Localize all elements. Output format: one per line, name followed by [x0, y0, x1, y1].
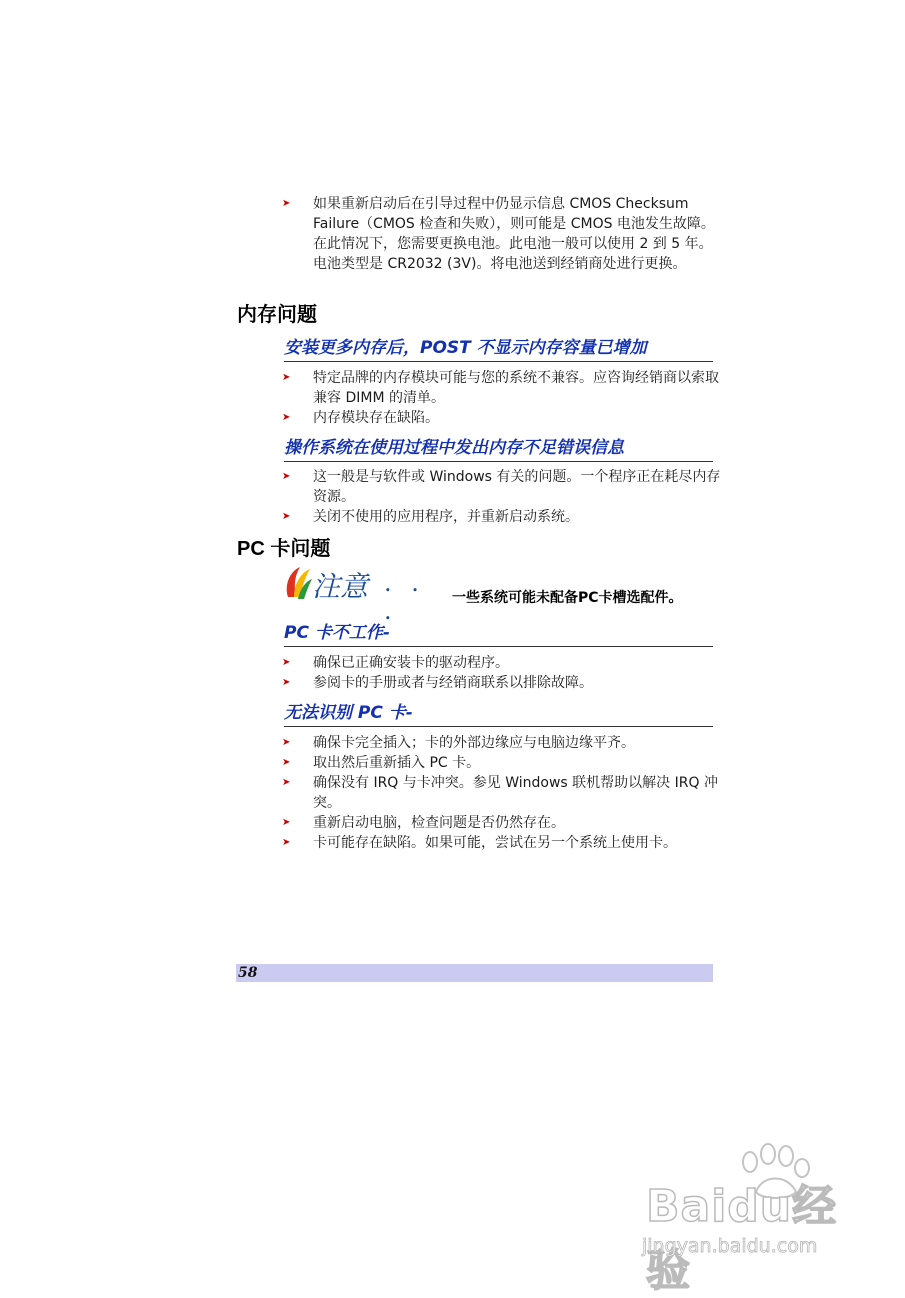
list-item: ➤ 卡可能存在缺陷。如果可能，尝试在另一个系统上使用卡。	[282, 835, 677, 851]
list-item: ➤ 这一般是与软件或 Windows 有关的问题。一个程序正在耗尽内存资源。	[282, 469, 721, 505]
watermark-brand: Baidu经验	[646, 1181, 838, 1296]
subheading-pccard-not-recognized: 无法识别 PC 卡-	[284, 700, 713, 727]
page-footer-bar	[236, 964, 713, 982]
bullet-arrow-icon: ➤	[282, 757, 291, 768]
bullet-arrow-icon: ➤	[282, 657, 291, 668]
list-item: ➤ 关闭不使用的应用程序，并重新启动系统。	[282, 509, 579, 525]
list-item: ➤ 特定品牌的内存模块可能与您的系统不兼容。应咨询经销商以索取兼容 DIMM 的清单。	[282, 370, 719, 406]
baidu-watermark	[640, 1140, 870, 1296]
subheading-memory-post: 安装更多内存后，POST 不显示内存容量已增加	[284, 335, 713, 362]
intro-list	[282, 194, 722, 274]
list-item: ➤ 重新启动电脑，检查问题是否仍然存在。	[282, 815, 565, 831]
list-item: ➤ 参阅卡的手册或者与经销商联系以排除故障。	[282, 675, 593, 691]
subheading-memory-error: 操作系统在使用过程中发出内存不足错误信息	[284, 435, 713, 462]
note-leaf-icon	[284, 563, 314, 603]
note-logo-text: 注意	[312, 570, 369, 603]
pccard-not-recognized-list	[282, 733, 722, 853]
bullet-arrow-icon: ➤	[282, 837, 291, 848]
bullet-arrow-icon: ➤	[282, 198, 291, 209]
bullet-arrow-icon: ➤	[282, 412, 291, 423]
list-item: ➤ 如果重新启动后在引导过程中仍显示信息 CMOS Checksum Failure（CMOS 检查和失败），则可能是 CMOS 电池发生故障。在此情况下，您需要更换电池。此电池一般可以使用 2 到 5 年。电池类型是 CR2032 (3V)。将电池送到经销商处进行更换。	[282, 196, 715, 272]
list-item: ➤ 确保卡完全插入；卡的外部边缘应与电脑边缘平齐。	[282, 735, 635, 751]
list-item: ➤ 确保已正确安装卡的驱动程序。	[282, 655, 509, 671]
list-item: ➤ 取出然后重新插入 PC 卡。	[282, 755, 481, 771]
list-item: ➤ 内存模块存在缺陷。	[282, 410, 439, 426]
memory-post-list	[282, 368, 722, 428]
note-text: 一些系统可能未配备PC卡槽选配件。	[452, 590, 683, 606]
list-item: ➤ 确保没有 IRQ 与卡冲突。参见 Windows 联机帮助以解决 IRQ 冲突。	[282, 775, 718, 811]
note-logo-dots: . . .	[384, 569, 425, 625]
watermark-url: jingyan.baidu.com	[642, 1235, 818, 1257]
bullet-arrow-icon: ➤	[282, 737, 291, 748]
bullet-arrow-icon: ➤	[282, 372, 291, 383]
bullet-arrow-icon: ➤	[282, 817, 291, 828]
memory-error-list	[282, 467, 722, 527]
section-heading-memory: 内存问题	[237, 304, 317, 326]
pccard-not-working-list	[282, 653, 722, 693]
bullet-arrow-icon: ➤	[282, 677, 291, 688]
section-heading-pccard: PC 卡问题	[237, 538, 331, 560]
bullet-arrow-icon: ➤	[282, 511, 291, 522]
page-number: 58	[238, 965, 258, 981]
subheading-pccard-not-working: PC 卡不工作-	[284, 620, 713, 647]
note-callout	[284, 563, 724, 625]
note-logo	[284, 563, 444, 625]
bullet-arrow-icon: ➤	[282, 777, 291, 788]
bullet-arrow-icon: ➤	[282, 471, 291, 482]
